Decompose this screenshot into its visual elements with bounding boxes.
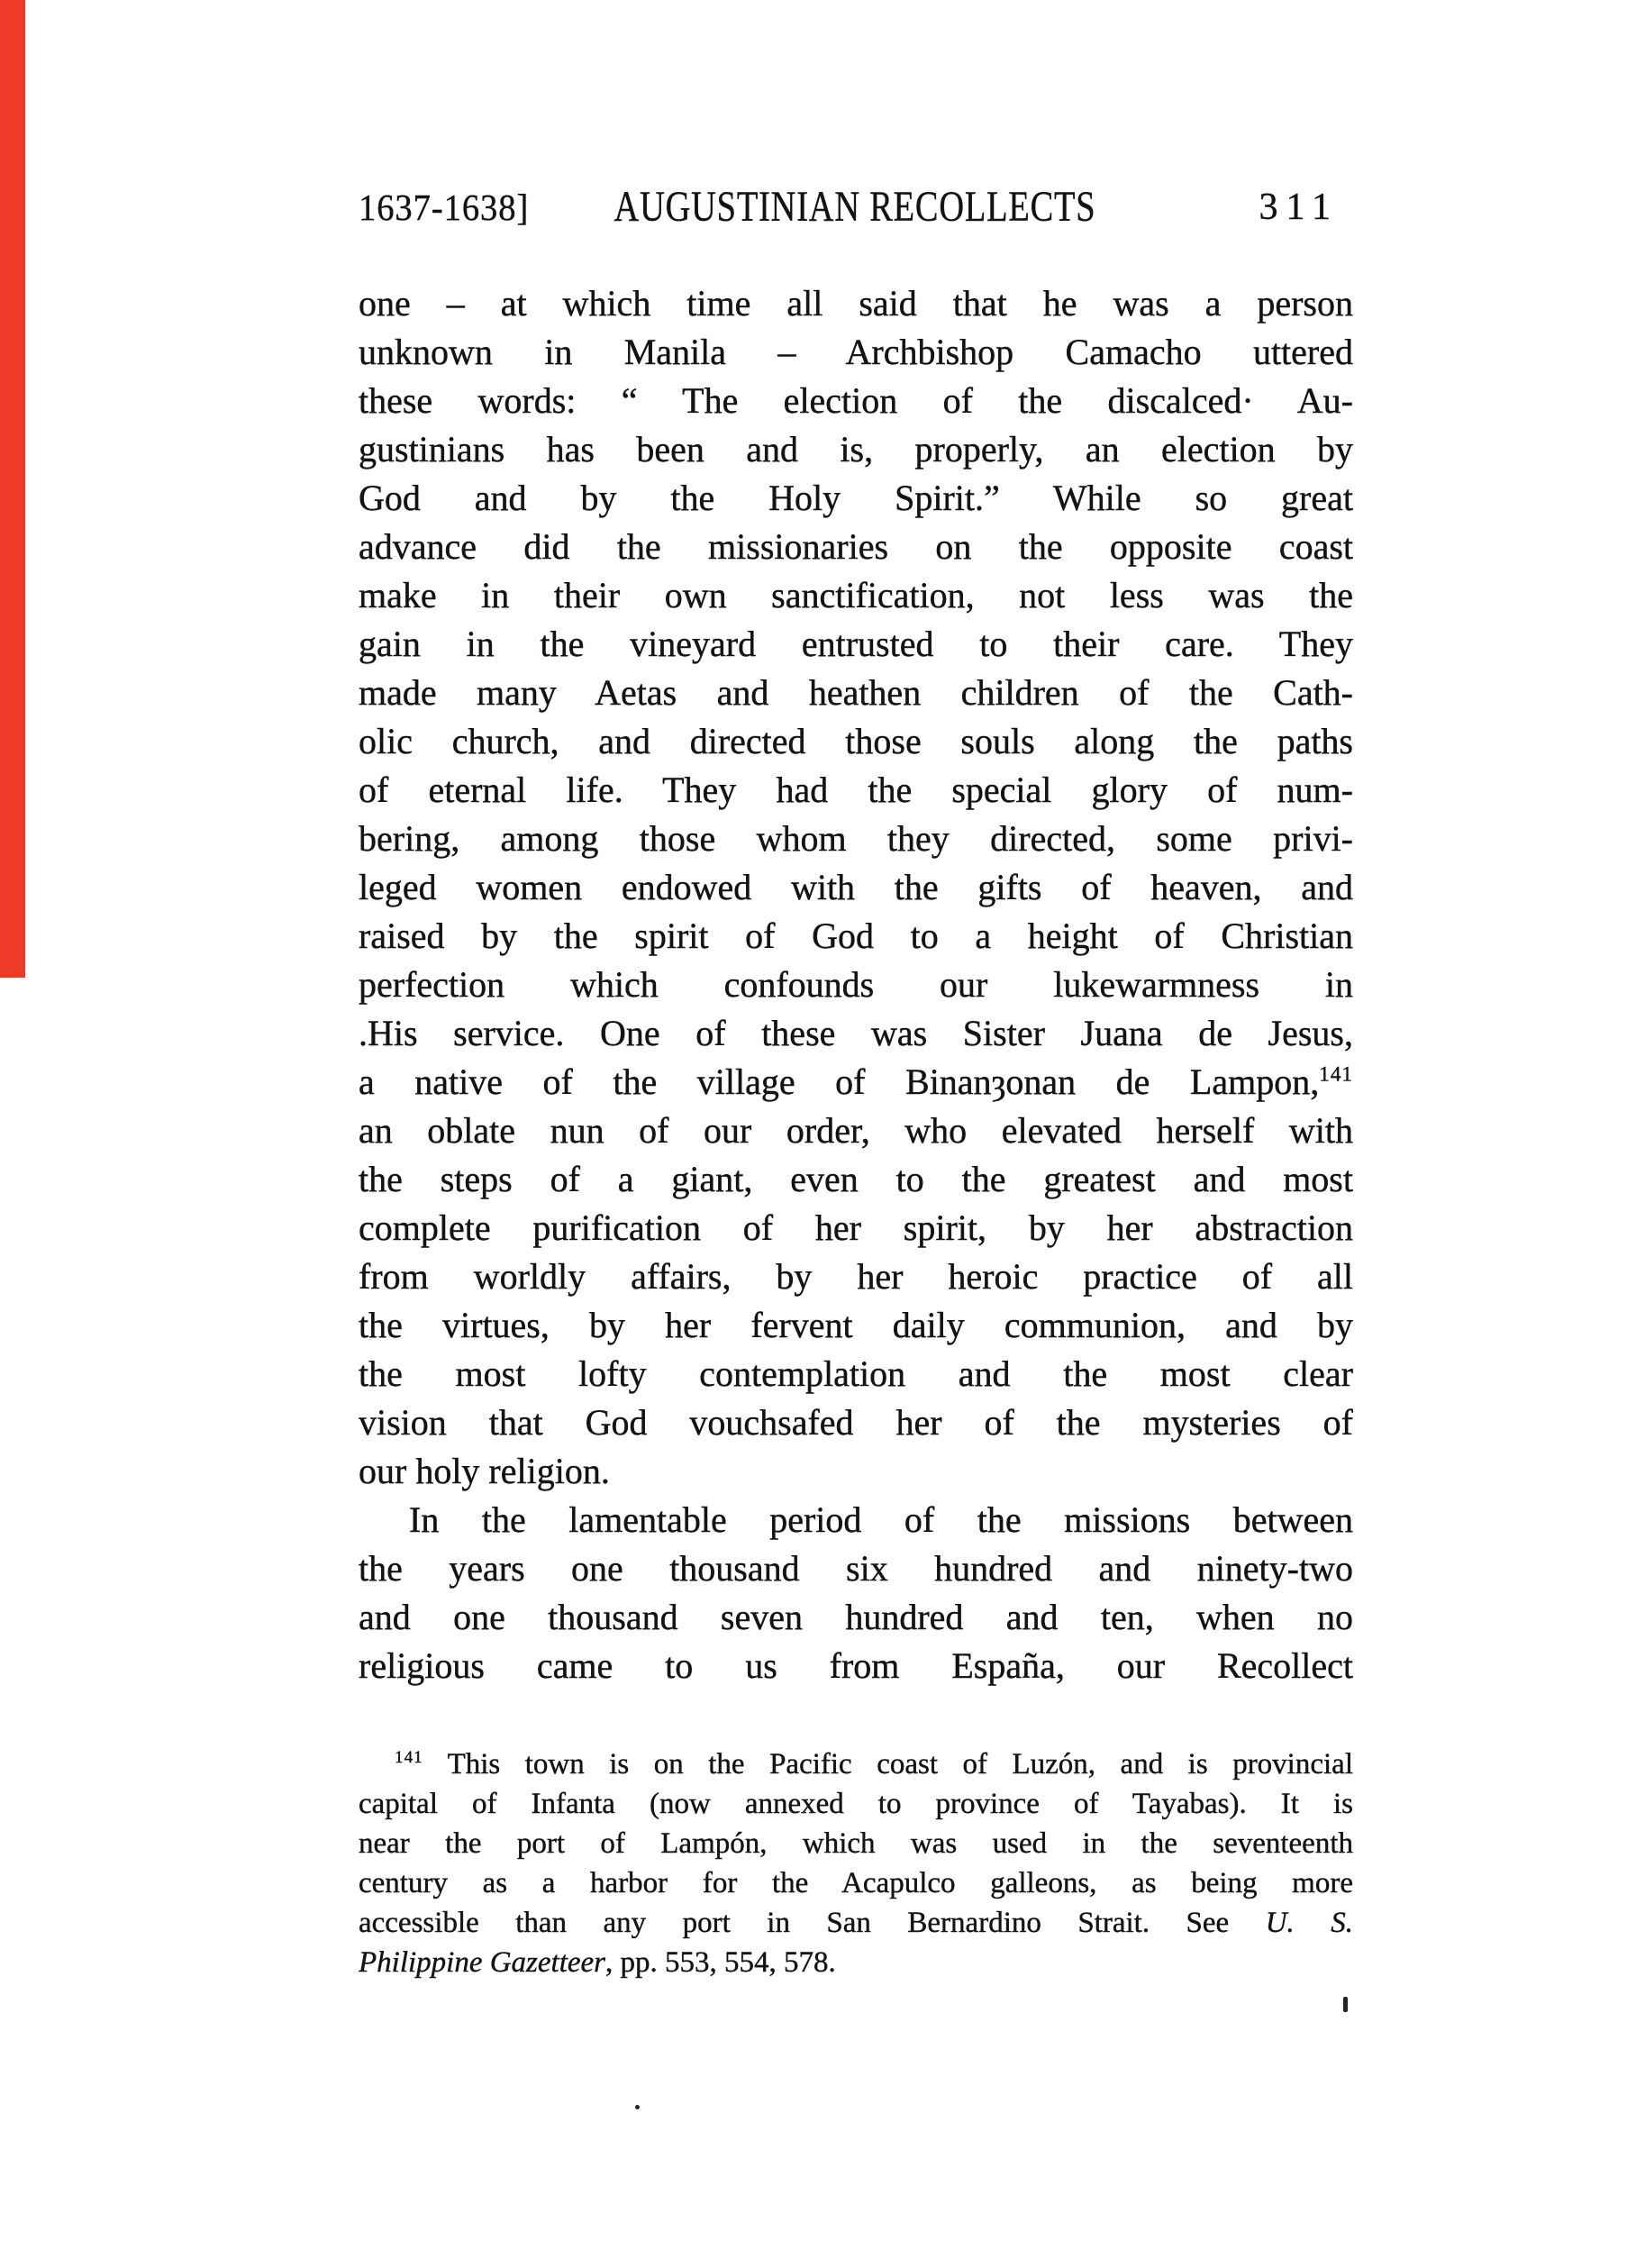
body-line	[359, 425, 1353, 474]
footnote	[359, 1744, 1353, 1982]
body-line	[359, 815, 1353, 863]
footnote-marker: 141	[1319, 1062, 1353, 1087]
text-run: unknown in Manila – Archbishop Camacho uttered	[359, 332, 1353, 372]
text-run: U. S.	[1265, 1907, 1353, 1939]
text-run: century as a harbor for the Acapulco galleons, as being more	[359, 1867, 1353, 1899]
body-line	[359, 1009, 1353, 1058]
footnote-line	[359, 1863, 1353, 1903]
body-text	[359, 279, 1353, 1690]
text-run: gain in the vineyard entrusted to their care. They	[359, 624, 1353, 664]
footnote-line	[359, 1903, 1353, 1943]
text-run: the years one thousand six hundred and ninety-two	[359, 1548, 1353, 1589]
body-line	[359, 523, 1353, 571]
body-line	[359, 1350, 1353, 1398]
header-date-range: 1637-1638]	[359, 187, 530, 228]
body-line	[359, 1447, 1353, 1496]
text-run: the virtues, by her fervent daily communion, and by	[359, 1305, 1353, 1345]
body-line	[359, 377, 1353, 425]
footnote-line	[359, 1824, 1353, 1863]
scan-speck	[1343, 1997, 1348, 2012]
text-run: accessible than any port in San Bernardino Strait. See	[359, 1907, 1266, 1939]
text-run: God and by the Holy Spirit.” While so great	[359, 478, 1353, 518]
text-run: from worldly affairs, by her heroic practice of all	[359, 1256, 1353, 1297]
body-line	[359, 1204, 1353, 1252]
page-header	[359, 183, 1351, 232]
running-title: AUGUSTINIAN RECOLLECTS	[613, 183, 1096, 231]
text-run: religious came to us from España, our Recollect	[359, 1645, 1353, 1686]
body-line	[359, 912, 1353, 961]
body-line	[359, 1496, 1353, 1544]
text-run: our holy religion.	[359, 1451, 610, 1491]
body-line	[359, 1107, 1353, 1155]
body-line	[359, 279, 1353, 328]
footnote-marker: 141	[395, 1748, 423, 1767]
footnote-line	[359, 1784, 1353, 1824]
body-line	[359, 863, 1353, 912]
body-line	[359, 1544, 1353, 1593]
text-run: the most lofty contemplation and the most clear	[359, 1353, 1353, 1394]
body-line	[359, 717, 1353, 766]
text-run: and one thousand seven hundred and ten, when no	[359, 1597, 1353, 1637]
text-run: complete purification of her spirit, by her abstraction	[359, 1207, 1353, 1248]
text-run: an oblate nun of our order, who elevated herself with	[359, 1110, 1353, 1151]
text-run: Philippine Gazetteer	[359, 1946, 606, 1979]
text-run: raised by the spirit of God to a height of Christian	[359, 915, 1353, 956]
text-run: a native of the village of Binanȝonan de Lampon,	[359, 1061, 1320, 1102]
text-run: these words: “ The election of the discalced· Au-	[359, 380, 1353, 421]
body-line	[359, 1398, 1353, 1447]
text-run: advance did the missionaries on the opposite coast	[359, 526, 1353, 567]
scan-speck	[635, 2105, 640, 2109]
text-run: vision that God vouchsafed her of the mysteries of	[359, 1402, 1353, 1443]
text-run: capital of Infanta (now annexed to province of Tayabas). It is	[359, 1788, 1353, 1820]
text-run: perfection which confounds our lukewarmness in	[359, 964, 1353, 1005]
page-number: 311	[1259, 187, 1339, 228]
body-line	[359, 571, 1353, 620]
text-run: one – at which time all said that he was a person	[359, 283, 1353, 323]
text-run: the steps of a giant, even to the greatest and most	[359, 1159, 1353, 1199]
text-run: make in their own sanctification, not less was the	[359, 575, 1353, 615]
text-run: In the lamentable period of the missions between	[409, 1499, 1353, 1540]
text-run: .His service. One of these was Sister Juana de Jesus,	[359, 1013, 1353, 1053]
body-line	[359, 1593, 1353, 1642]
body-line	[359, 669, 1353, 717]
text-run: bering, among those whom they directed, some privi-	[359, 818, 1353, 859]
text-run: near the port of Lampón, which was used in the seventeenth	[359, 1827, 1353, 1860]
body-line	[359, 328, 1353, 377]
text-run: leged women endowed with the gifts of heaven, and	[359, 867, 1353, 907]
text-run: olic church, and directed those souls along the paths	[359, 721, 1353, 761]
scan-edge-stripe	[0, 0, 25, 978]
body-line	[359, 474, 1353, 523]
body-line	[359, 766, 1353, 815]
body-line	[359, 1301, 1353, 1350]
body-line	[359, 1642, 1353, 1690]
text-run: , pp. 553, 554, 578.	[605, 1946, 836, 1979]
footnote-line	[359, 1943, 1353, 1982]
body-line	[359, 620, 1353, 669]
body-line	[359, 1058, 1353, 1107]
text-run: This town is on the Pacific coast of Luzón, and is provincial	[423, 1748, 1353, 1781]
body-line	[359, 1252, 1353, 1301]
footnote-line	[359, 1744, 1353, 1784]
text-run: gustinians has been and is, properly, an election by	[359, 429, 1353, 469]
text-run: made many Aetas and heathen children of the Cath-	[359, 672, 1353, 713]
text-run: of eternal life. They had the special glory of num-	[359, 770, 1353, 810]
body-line	[359, 1155, 1353, 1204]
body-line	[359, 961, 1353, 1009]
